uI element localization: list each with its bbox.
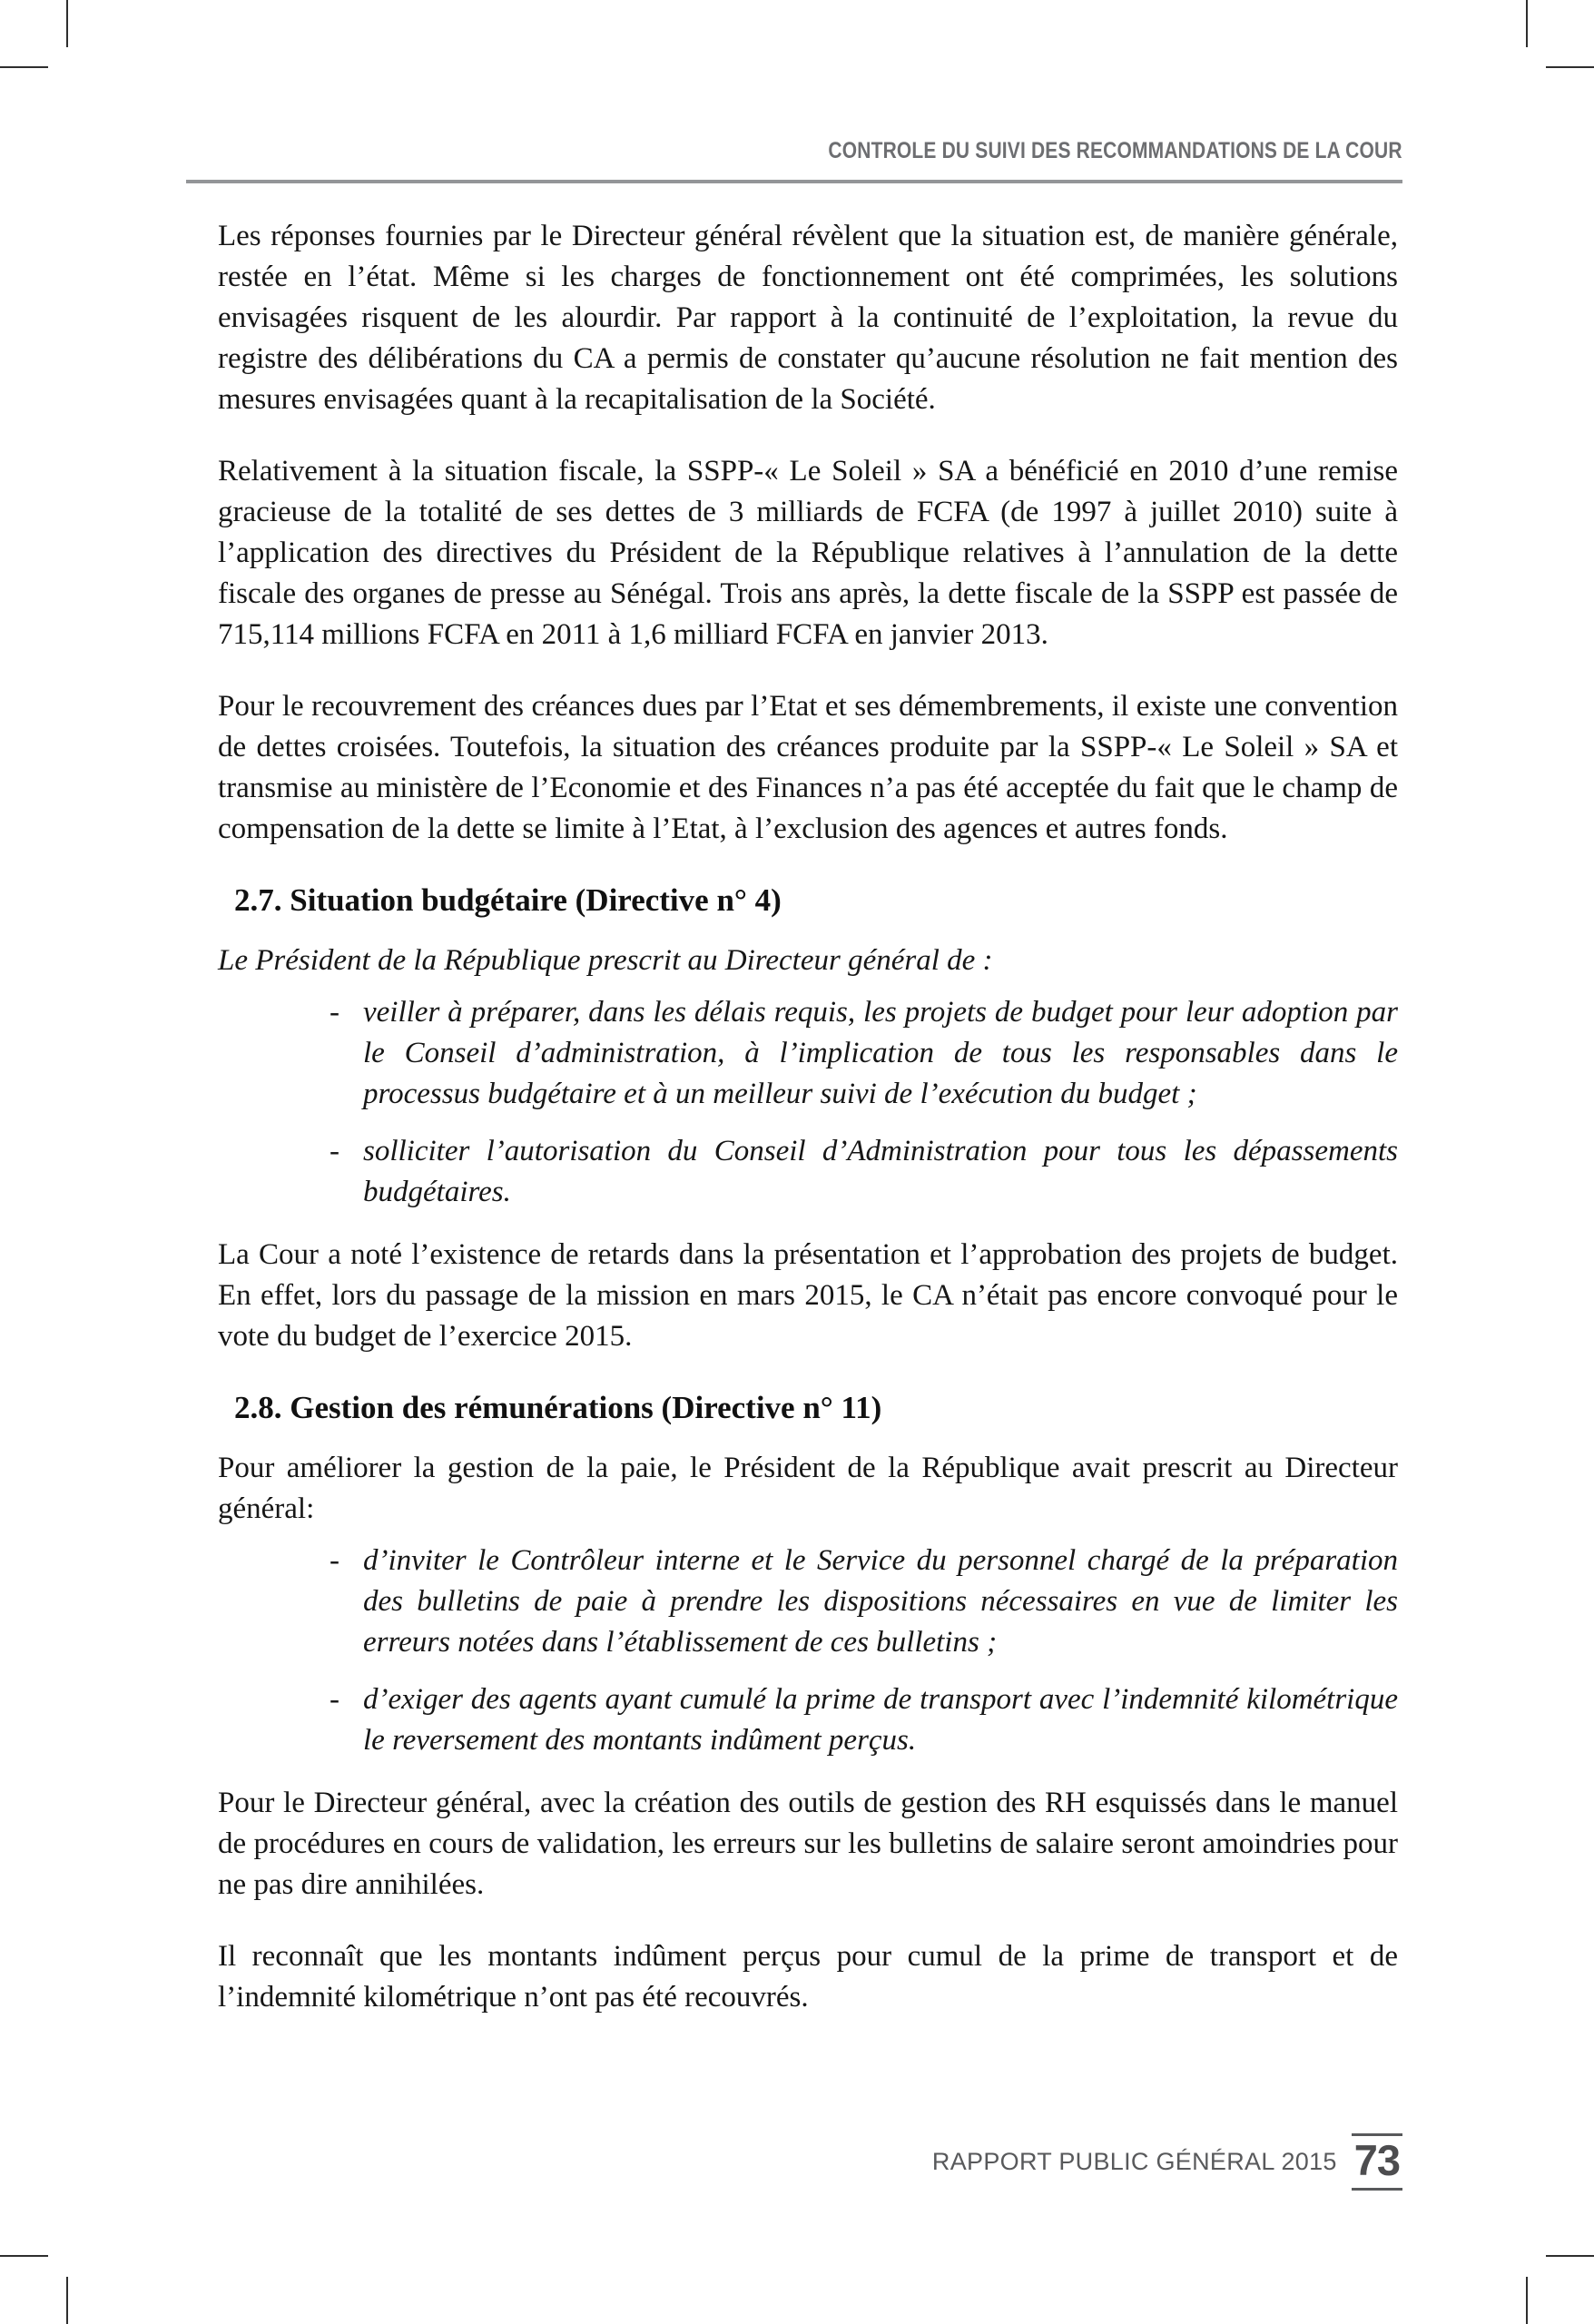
list-item-text: d’exiger des agents ayant cumulé la prime de transport avec l’indemnité kilométrique le reversement des montants indûment perçus. xyxy=(363,1683,1398,1757)
bullet-dash: - xyxy=(330,1135,339,1167)
crop-mark-bottom-right-horizontal xyxy=(1546,2255,1594,2257)
page-number-box xyxy=(1352,2133,1402,2191)
section-heading-2-8: 2.8. Gestion des rémunérations (Directive n° 11) xyxy=(234,1390,882,1425)
header-rule xyxy=(186,180,1402,183)
paragraph-situation-fiscale: Relativement à la situation fiscale, la SSPP-« Le Soleil » SA a bénéficié en 2010 d’une remise gracieuse de la totalité de ses dettes de 3 milliards de FCFA (de 1997 à juillet 2010) suite à l’application des directives du Président de la République relatives à l’annulation de la dette fiscale des organes de presse au Sénégal. Trois ans après, la dette fiscale de la SSPP est passée de 715,114 millions FCFA en 2011 à 1,6 milliard FCFA en janvier 2013. xyxy=(218,455,1398,651)
list-item xyxy=(218,1541,1398,1663)
bullet-list-2-8 xyxy=(218,1541,1398,1761)
bullet-dash: - xyxy=(330,1683,339,1716)
crop-mark-top-left-horizontal xyxy=(0,66,48,68)
list-item xyxy=(218,1131,1398,1213)
crop-mark-top-right-vertical xyxy=(1526,0,1528,47)
running-header-title: CONTROLE DU SUIVI DES RECOMMANDATIONS DE LA COUR xyxy=(828,138,1402,163)
paragraph-outils-rh: Pour le Directeur général, avec la création des outils de gestion des RH esquissés dans le manuel de procédures en cours de validation, les erreurs sur les bulletins de salaire seront amoindries pour ne pas dire annihilées. xyxy=(218,1787,1398,1901)
section-heading-2-7: 2.7. Situation budgétaire (Directive n° 4) xyxy=(234,882,782,918)
bullet-dash: - xyxy=(330,1544,339,1577)
list-item xyxy=(218,1679,1398,1761)
paragraph-montants-indument: Il reconnaît que les montants indûment perçus pour cumul de la prime de transport et de l’indemnité kilométrique n’ont pas été recouvrés. xyxy=(218,1940,1398,2014)
bullet-list-2-7 xyxy=(218,992,1398,1213)
list-item-text: solliciter l’autorisation du Conseil d’Administration pour tous les dépassements budgétaires. xyxy=(363,1135,1398,1208)
page-number: 73 xyxy=(1353,2136,1400,2184)
crop-mark-top-left-vertical xyxy=(66,0,68,47)
paragraph-cour-retards: La Cour a noté l’existence de retards dans la présentation et l’approbation des projets de budget. En effet, lors du passage de la mission en mars 2015, le CA n’était pas encore convoqué pour le vote du budget de l’exercice 2015. xyxy=(218,1238,1398,1353)
page-footer xyxy=(932,2133,1402,2191)
bullet-dash: - xyxy=(330,996,339,1029)
crop-mark-bottom-left-horizontal xyxy=(0,2255,48,2257)
crop-mark-top-right-horizontal xyxy=(1546,66,1594,68)
paragraph-recouvrement: Pour le recouvrement des créances dues par l’Etat et ses démembrements, il existe une convention de dettes croisées. Toutefois, la situation des créances produite par la SSPP-« Le Soleil » SA et transmise au ministère de l’Economie et des Finances n’a pas été acceptée du fait que le champ de compensation de la dette se limite à l’Etat, à l’exclusion des agences et autres fonds. xyxy=(218,690,1398,845)
paragraph-responses: Les réponses fournies par le Directeur général révèlent que la situation est, de manière générale, restée en l’état. Même si les charges de fonctionnement ont été comprimées, les solutions envisagées risquent de les alourdir. Par rapport à la continuité de l’exploitation, la revue du registre des délibérations du CA a permis de constater qu’aucune résolution ne fait mention des mesures envisagées quant à la recapitalisation de la Société. xyxy=(218,220,1398,416)
directive-intro-2-8: Pour améliorer la gestion de la paie, le Président de la République avait prescrit au Directeur général: xyxy=(218,1452,1398,1525)
crop-mark-bottom-left-vertical xyxy=(66,2277,68,2324)
directive-intro-2-7: Le Président de la République prescrit au Directeur général de : xyxy=(218,944,993,977)
list-item xyxy=(218,992,1398,1115)
document-body xyxy=(218,216,1398,2049)
list-item-text: d’inviter le Contrôleur interne et le Service du personnel chargé de la préparation des bulletins de paie à prendre les dispositions nécessaires en vue de limiter les erreurs notées dans l’établissement de ces bulletins ; xyxy=(363,1544,1398,1659)
crop-mark-bottom-right-vertical xyxy=(1526,2277,1528,2324)
list-item-text: veiller à préparer, dans les délais requis, les projets de budget pour leur adoption par le Conseil d’administration, à l’implication de tous les responsables dans le processus budgétaire et à un meilleur suivi de l’exécution du budget ; xyxy=(363,996,1398,1110)
footer-report-title: RAPPORT PUBLIC GÉNÉRAL 2015 xyxy=(931,2148,1337,2175)
